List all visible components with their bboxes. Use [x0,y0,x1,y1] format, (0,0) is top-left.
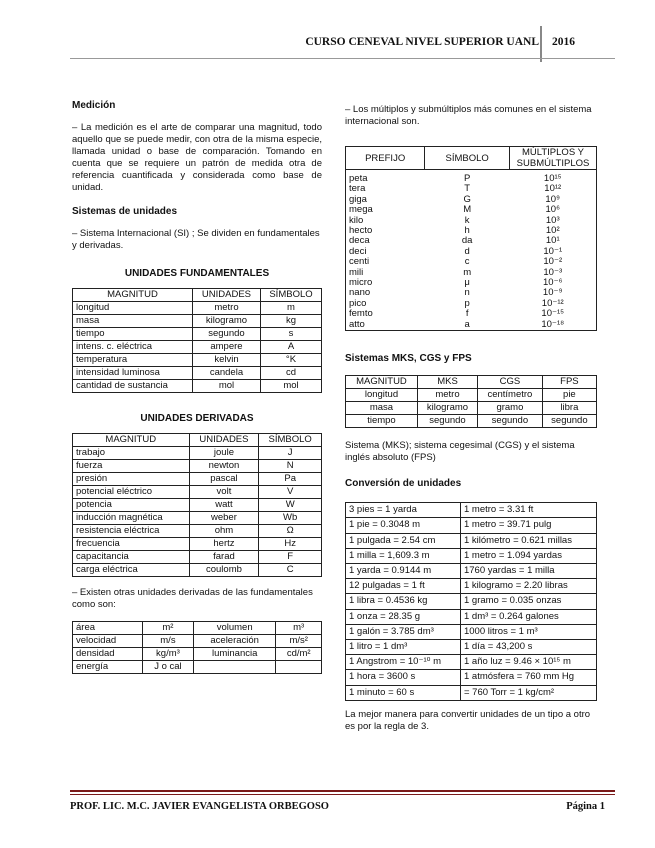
fund-row-cell: m [260,302,321,315]
der-row-cell: C [259,564,322,577]
otras-row-cell: luminancia [193,648,275,661]
prefix-row-cell: 10¹² [544,183,562,195]
fund-row [73,380,322,393]
mks-body [346,389,597,428]
conv-row [346,518,597,533]
mks-row-cell: libra [542,402,596,415]
fund-row-cell: intens. c. eléctrica [73,341,193,354]
sistema-text: Sistema (MKS); sistema cegesimal (CGS) y el sistema inglés absoluto (FPS) [345,440,575,464]
right-column [345,100,597,733]
prefix-row-cell: 10⁻⁹ [542,287,563,299]
prefix-row-cell: 10¹ [545,235,560,247]
mks-row-cell: tiempo [346,415,418,428]
conv-row [346,579,597,594]
prefix-header: PREFIJO [346,147,425,170]
medicion-title: Medición [72,100,116,111]
otras-row-cell: volumen [193,622,275,635]
mks-header: MAGNITUD [346,376,418,389]
der-row-cell: newton [189,460,259,473]
fund-title: UNIDADES FUNDAMENTALES [124,268,270,279]
conv-row-cell: 1 metro = 39.71 pulg [460,518,596,533]
prefix-row-cell: k [464,214,470,226]
der-row-cell: Wb [259,512,322,525]
der-row-cell: carga eléctrica [73,564,190,577]
prefix-row-cell: 10⁻⁶ [543,277,563,289]
prefix-row-cell: T [464,183,471,195]
der-row-cell: N [259,460,322,473]
fund-row-cell: s [260,328,321,341]
prefix-body [346,170,597,331]
der-row [73,525,322,538]
sistemas-title: Sistemas de unidades [72,206,178,217]
der-row-cell: Ω [259,525,322,538]
prefix-row [346,170,597,185]
der-row-cell: trabajo [73,447,190,460]
prefix-row-cell: 10⁻¹² [541,297,564,309]
mks-row-cell: centímetro [478,389,543,402]
otras-row-cell: m/s² [276,635,322,648]
fund-row [73,354,322,367]
fund-row-cell: temperatura [73,354,193,367]
conv-row-cell: 1 Angstrom = 10⁻¹⁰ m [346,655,461,670]
fund-row [73,341,322,354]
fund-row-cell: mol [192,380,260,393]
der-header: UNIDADES [189,434,259,447]
conv-row-cell: 1 galón = 3.785 dm³ [346,624,461,639]
der-row-cell: joule [189,447,259,460]
fund-row-cell: kelvin [192,354,260,367]
conv-row-cell: 1 pie = 0.3048 m [346,518,461,533]
mks-row [346,415,597,428]
der-row [73,499,322,512]
conv-row-cell: 1 atmósfera = 760 mm Hg [460,670,596,685]
otras-row-cell: kg/m³ [142,648,193,661]
der-row-cell: inducción magnética [73,512,190,525]
fund-body [73,302,322,393]
prefix-header: MÚLTIPLOS Y SUBMÚLTIPLOS [510,147,597,170]
prefix-row-cell: m [463,266,472,278]
conv-row-cell: 1 metro = 3.31 ft [460,503,596,518]
conv-row-cell: 1 gramo = 0.035 onzas [460,594,596,609]
conv-row-cell: 1 pulgada = 2.54 cm [346,533,461,548]
conv-row [346,548,597,563]
multiplos-text: – Los múltiplos y submúltiplos más comunes en el sistema internacional son. [345,104,592,127]
prefix-row-cell: 10³ [545,214,560,226]
header-year: 2016 [552,36,575,48]
conv-row-cell: 12 pulgadas = 1 ft [346,579,461,594]
fund-row [73,328,322,341]
prefix-row-cell: P [463,173,471,184]
der-row-cell: resistencia eléctrica [73,525,190,538]
fund-row [73,315,322,328]
fund-row-cell: segundo [192,328,260,341]
otras-row-cell: m³ [276,622,322,635]
fund-row-cell: metro [192,302,260,315]
fund-row [73,367,322,380]
prefix-row-cell: centi [349,256,370,268]
conv-row-cell: 1 yarda = 0.9144 m [346,563,461,578]
final-text: La mejor manera para convertir unidades de un tipo a otro es por la regla de 3. [345,708,591,732]
der-row-cell: coulomb [189,564,259,577]
fund-row-cell: longitud [73,302,193,315]
mks-row-cell: masa [346,402,418,415]
otras-row-cell: densidad [73,648,143,661]
fund-row-cell: °K [260,354,321,367]
mks-row-cell: gramo [478,402,543,415]
conv-row [346,685,597,700]
header-divider [540,26,542,62]
otras-row [73,661,322,674]
der-row [73,538,322,551]
conv-row-cell: 1000 litros = 1 m³ [460,624,596,639]
prefix-table [345,146,597,331]
fund-header: UNIDADES [192,289,260,302]
der-row-cell: fuerza [73,460,190,473]
der-row-cell: V [259,486,322,499]
conv-row-cell: 1 año luz = 9.46 × 10¹⁵ m [460,655,596,670]
otras-row-cell: área [73,622,143,635]
fund-row-cell: A [260,341,321,354]
conv-row-cell: = 760 Torr = 1 kg/cm² [460,685,596,700]
mks-row [346,402,597,415]
der-row-cell: watt [189,499,259,512]
otras-row-cell [193,661,275,674]
conv-title: Conversión de unidades [345,478,462,490]
der-row [73,473,322,486]
der-row [73,447,322,460]
der-row-cell: potencial eléctrico [73,486,190,499]
prefix-row-cell: nano [349,287,371,299]
der-row-cell: J [259,447,322,460]
der-row-cell: farad [189,551,259,564]
conv-row-cell: 1 dm³ = 0.264 galones [460,609,596,624]
prefix-row-cell: kilo [349,214,364,226]
conv-row [346,594,597,609]
mks-header: FPS [542,376,596,389]
conv-table [345,502,597,701]
si-text: – Sistema Internacional (SI) ; Se dividen en fundamentales y derivadas. [72,228,320,251]
mks-row-cell: segundo [542,415,596,428]
der-row [73,486,322,499]
conv-body [346,503,597,701]
der-row-cell: pascal [189,473,259,486]
conv-row [346,609,597,624]
conv-row [346,639,597,654]
prefix-row-cell: 10⁻² [543,256,563,268]
prefix-row-cell: 10⁻¹ [543,245,563,257]
fund-row-cell: mol [260,380,321,393]
conv-row [346,563,597,578]
prefix-row-cell: da [461,235,473,247]
course-title: CURSO CENEVAL NIVEL SUPERIOR UANL [305,36,539,48]
conv-row-cell: 1 kilogramo = 2.20 libras [460,579,596,594]
der-row [73,551,322,564]
mks-row-cell: pie [542,389,596,402]
mks-row-cell: segundo [417,415,477,428]
conv-row [346,624,597,639]
conv-row [346,533,597,548]
otras-row [73,635,322,648]
mks-row-cell: kilogramo [417,402,477,415]
conv-row [346,503,597,518]
conv-row-cell: 1 día = 43,200 s [460,639,596,654]
der-row-cell: weber [189,512,259,525]
header-rule [70,58,615,59]
prefix-row-cell: M [463,204,472,216]
der-row-cell: F [259,551,322,564]
prefix-row-cell: 10⁹ [545,193,561,205]
footer-bar-thin [70,794,615,795]
fund-row [73,302,322,315]
fund-row-cell: ampere [192,341,260,354]
prefix-row-cell: c [464,256,470,268]
fund-row-cell: kg [260,315,321,328]
mks-header: MKS [417,376,477,389]
prefix-row-cell: peta [349,173,368,184]
fund-row-cell: kilogramo [192,315,260,328]
mks-row-cell: metro [417,389,477,402]
fund-row-cell: masa [73,315,193,328]
otras-body [73,622,322,674]
fund-header: MAGNITUD [73,289,193,302]
prefix-row-cell: 10⁻¹⁸ [541,318,565,330]
prefix-row-cell: μ [464,277,470,289]
conv-row-cell: 1 libra = 0.4536 kg [346,594,461,609]
prefix-row-cell: 10² [545,225,560,237]
prefix-row-cell: h [464,225,470,237]
prefix-header: SÍMBOLO [425,147,510,170]
otras-row [73,622,322,635]
fund-row-cell: cantidad de sustancia [73,380,193,393]
der-table [72,433,322,577]
conv-row-cell: 1 litro = 1 dm³ [346,639,461,654]
otras-row-cell: aceleración [193,635,275,648]
prefix-row-cell: deca [349,235,370,247]
fund-row-cell: tiempo [73,328,193,341]
prefix-row-cell: a [464,318,470,330]
prefix-row-cell: mili [349,266,364,278]
prefix-row-cell: mega [349,204,373,216]
der-header: SÍMBOLO [259,434,322,447]
otras-row-cell: m² [142,622,193,635]
footer-bar [70,790,615,792]
left-column [72,100,322,674]
otras-row-cell: m/s [142,635,193,648]
der-row [73,564,322,577]
conv-row-cell: 1 minuto = 60 s [346,685,461,700]
der-row-cell: frecuencia [73,538,190,551]
der-row [73,512,322,525]
otras-row-cell: cd/m² [276,648,322,661]
mks-title: Sistemas MKS, CGS y FPS [345,353,472,365]
otras-row-cell: J o cal [142,661,193,674]
conv-row-cell: 1 metro = 1.094 yardas [460,548,596,563]
prefix-row-cell: atto [349,318,365,330]
prefix-row-cell: pico [349,297,367,309]
fund-table [72,288,322,393]
der-row-cell: capacitancia [73,551,190,564]
conv-row-cell: 1 kilómetro = 0.621 millas [460,533,596,548]
der-row-cell: presión [73,473,190,486]
otras-table [72,621,322,674]
prefix-row-cell: f [465,308,469,320]
conv-row-cell: 1 onza = 28.35 g [346,609,461,624]
mks-row-cell: longitud [346,389,418,402]
prefix-row-cell: p [464,297,470,309]
der-row-cell: potencia [73,499,190,512]
mks-table [345,375,597,428]
der-body [73,447,322,577]
der-row-cell: volt [189,486,259,499]
der-title: UNIDADES DERIVADAS [140,413,254,424]
conv-row-cell: 1 hora = 3600 s [346,670,461,685]
prefix-row-cell: femto [349,308,373,320]
prefix-row-cell: hecto [349,225,373,237]
fund-row-cell: intensidad luminosa [73,367,193,380]
conv-row-cell: 1 milla = 1,609.3 m [346,548,461,563]
footer-author: PROF. LIC. M.C. JAVIER EVANGELISTA ORBEGOSO [70,801,329,812]
prefix-row-cell: 10⁻³ [543,266,563,278]
der-row-cell: Pa [259,473,322,486]
otras-row-cell [276,661,322,674]
der-row-cell: W [259,499,322,512]
conv-row-cell: 1760 yardas = 1 milla [460,563,596,578]
prefix-row-cell: giga [349,193,367,205]
otras-row-cell: energía [73,661,143,674]
prefix-row-cell: G [463,193,471,205]
der-header: MAGNITUD [73,434,190,447]
footer-page: Página 1 [566,801,605,812]
prefix-row-cell: micro [349,277,373,289]
prefix-row-cell: deci [349,245,367,257]
otras-row-cell: velocidad [73,635,143,648]
prefix-row-cell: 10⁻¹⁵ [541,308,565,320]
prefix-row-cell: 10¹⁵ [543,173,562,184]
prefix-row-cell: n [464,287,470,299]
mks-row [346,389,597,402]
conv-row [346,670,597,685]
prefix-row-cell: d [464,245,470,257]
prefix-row-cell: tera [349,183,366,195]
conv-row-cell: 3 pies = 1 yarda [346,503,461,518]
page-header [0,0,655,68]
otras-text: – Existen otras unidades derivadas de las fundamentales como son: [72,587,313,610]
medicion-text: – La medición es el arte de comparar una magnitud, todo aquello que se puede medir, con otra de la misma especie, llamada unidad o base de comparación. Tomando en cuenta que se requiere un patrón de medida otra de referencia cuantificada y considerada como base de unidad. [72,122,322,193]
fund-row-cell: cd [260,367,321,380]
der-row-cell: ohm [189,525,259,538]
conv-row [346,655,597,670]
prefix-row-cell: 10⁶ [545,204,560,216]
der-row [73,460,322,473]
otras-row [73,648,322,661]
fund-row-cell: candela [192,367,260,380]
der-row-cell: hertz [189,538,259,551]
mks-row-cell: segundo [478,415,543,428]
der-row-cell: Hz [259,538,322,551]
mks-header: CGS [478,376,543,389]
fund-header: SÍMBOLO [260,289,321,302]
prefix-row [346,320,597,331]
